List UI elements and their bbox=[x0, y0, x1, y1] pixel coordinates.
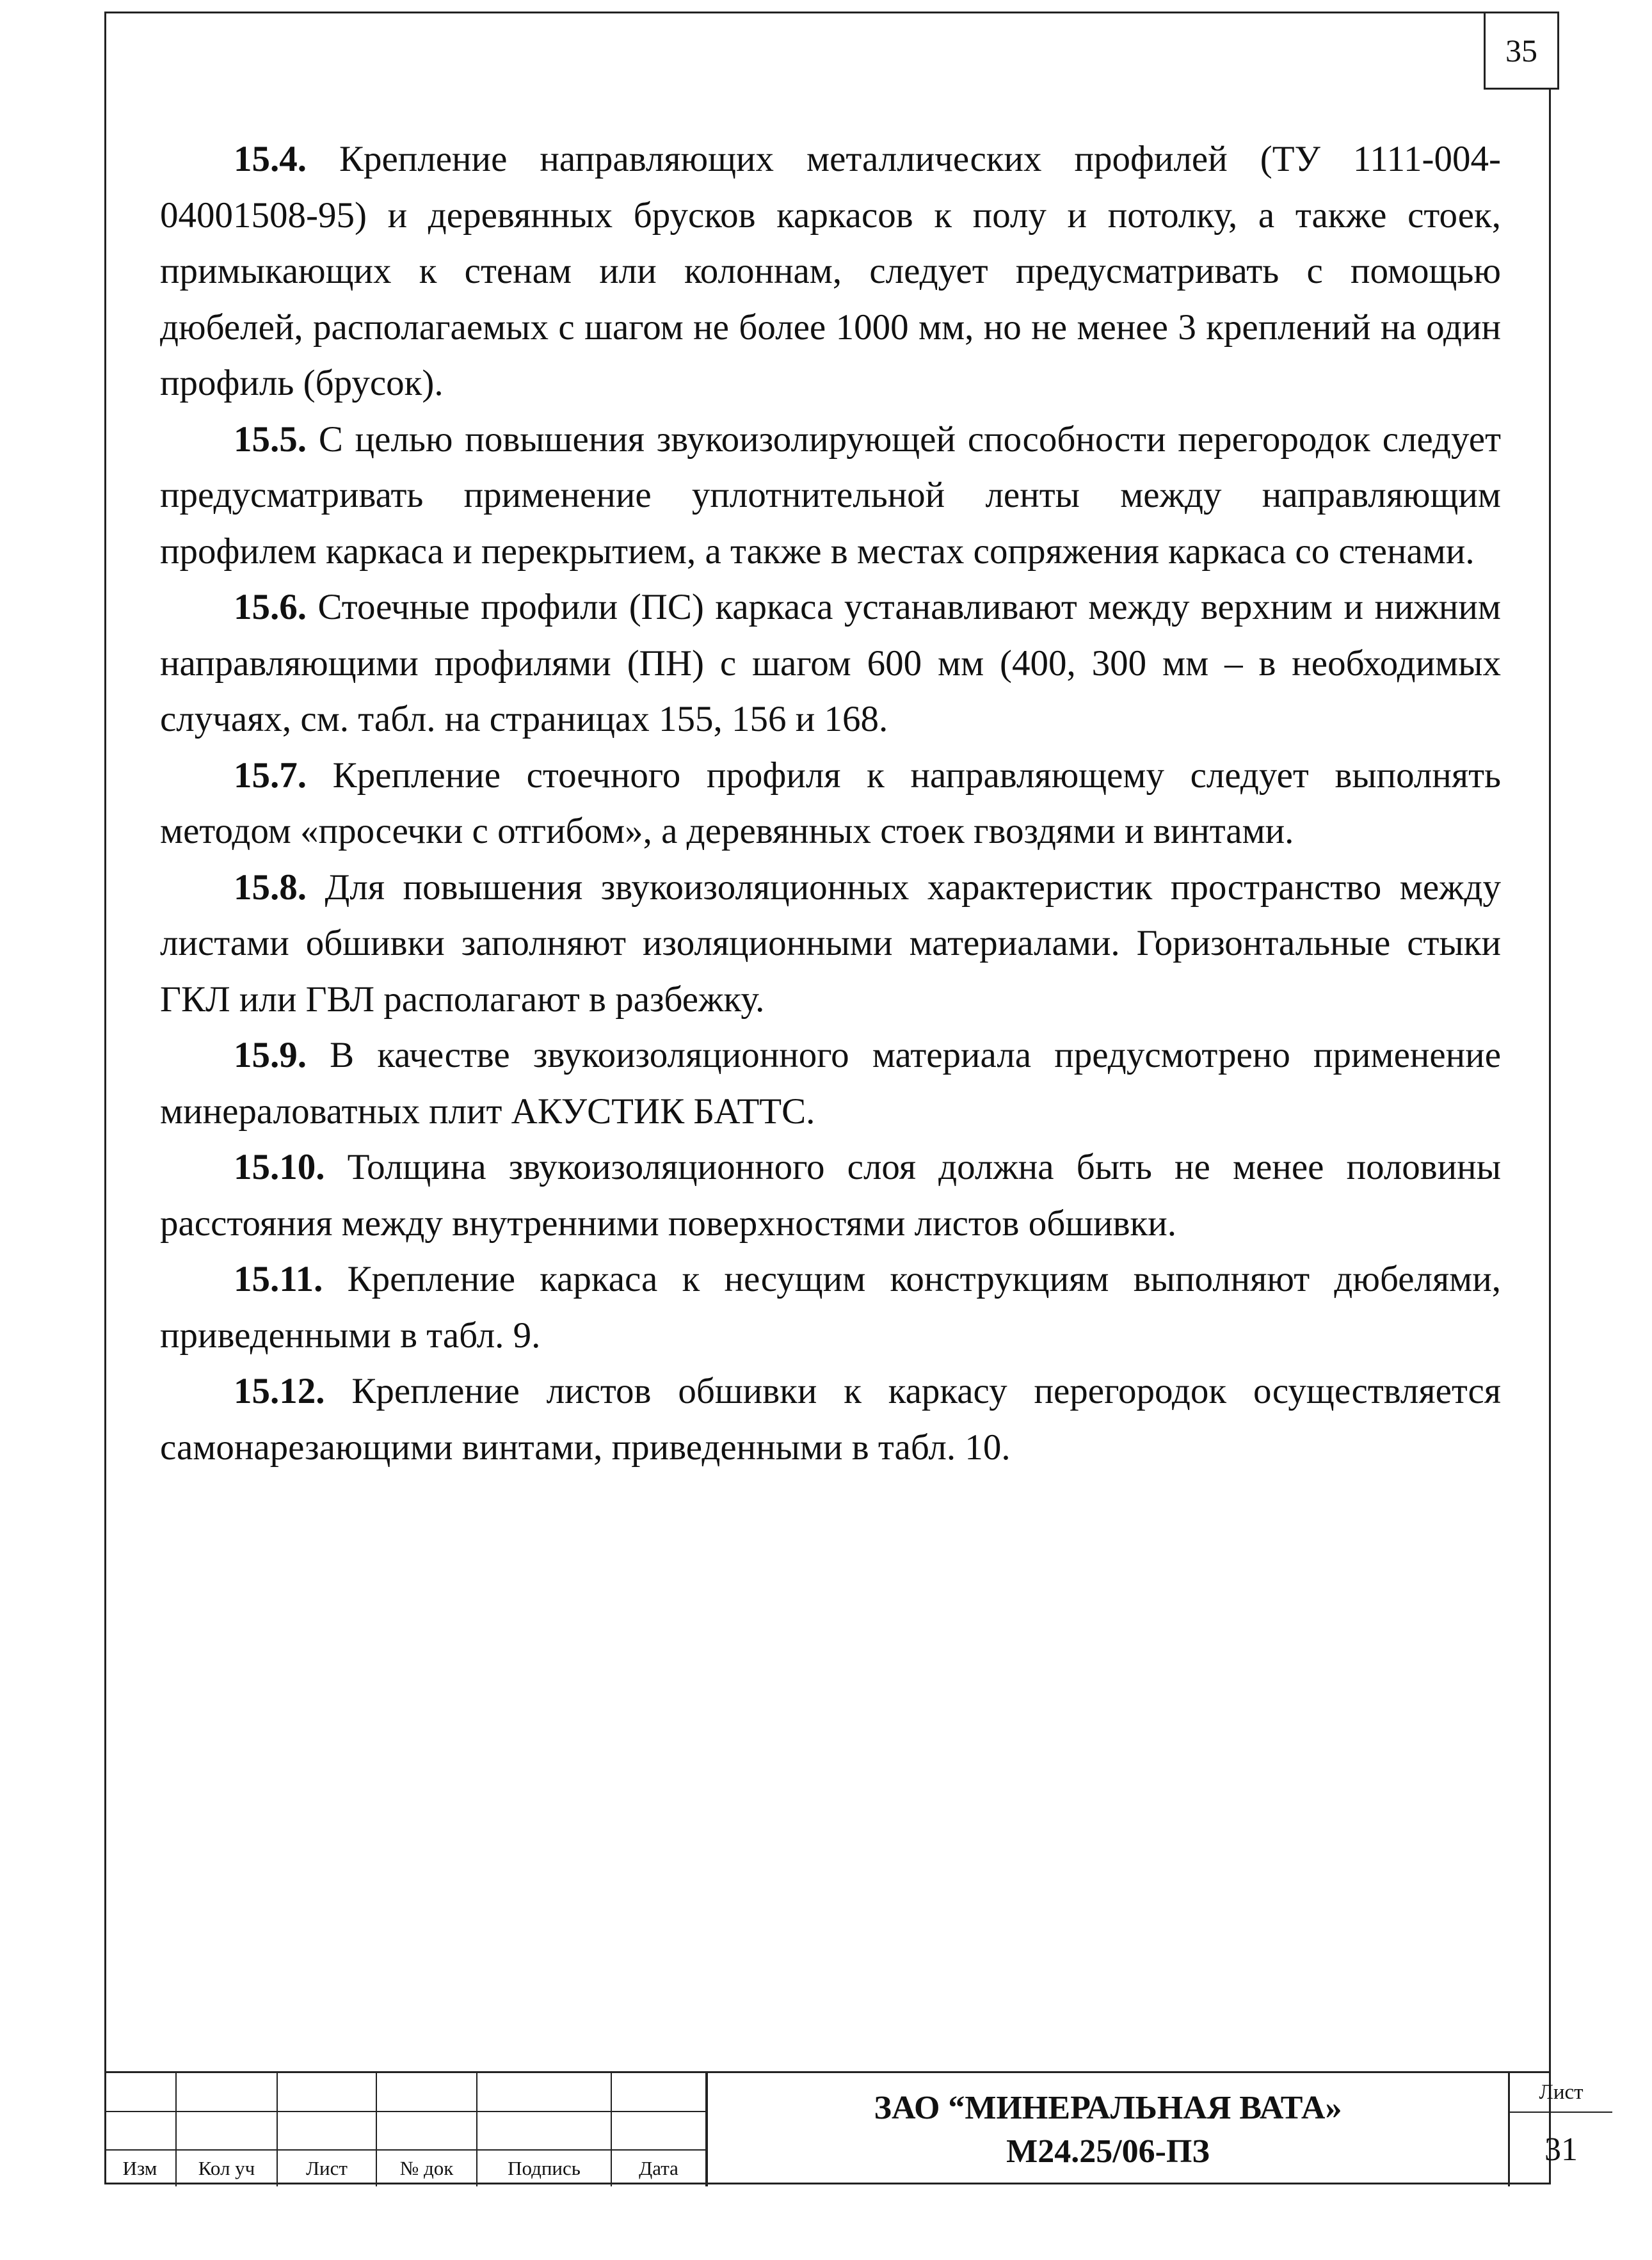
sheet-label: Лист bbox=[1510, 2073, 1612, 2113]
paragraph-text: Крепление каркаса к несущим конструкциям выполняют дюбелями, приведенными в табл. 9. bbox=[160, 1259, 1501, 1356]
paragraph-text: Крепление направляющих металлических профилей (ТУ 1111-004-04001508-95) и деревянных брусков каркасов к полу и потолку, а также стоек, примыкающих к стенам или колоннам, следует предусматривать с помощью дюбелей, располагаемых с шагом не более 1000 мм, но не менее 3 креплений на один профиль (брусок). bbox=[160, 139, 1501, 403]
paragraph bbox=[160, 131, 1501, 412]
paragraph-number: 15.7. bbox=[234, 755, 307, 796]
paragraph-text: Для повышения звукоизоляционных характеристик пространство между листами обшивки заполняют изоляционными материалами. Горизонтальные стыки ГКЛ или ГВЛ располагают в разбежку. bbox=[160, 867, 1501, 1020]
paragraph-text: Толщина звукоизоляционного слоя должна быть не менее половины расстояния между внутренними поверхностями листов обшивки. bbox=[160, 1147, 1501, 1244]
title-block-name bbox=[706, 2073, 1510, 2186]
column-header: Подпись bbox=[477, 2150, 611, 2186]
column-header: № док bbox=[376, 2150, 477, 2186]
page-number: 35 bbox=[1484, 12, 1559, 90]
paragraph-text: Крепление стоечного профиля к направляющему следует выполнять методом «просечки с отгибом», а деревянных стоек гвоздями и винтами. bbox=[160, 755, 1501, 851]
paragraph-text: С целью повышения звукоизолирующей способности перегородок следует предусматривать применение уплотнительной ленты между направляющим профилем каркаса и перекрытием, а также в местах сопряжения каркаса со стенами. bbox=[160, 419, 1501, 572]
column-header: Дата bbox=[611, 2150, 706, 2186]
paragraph bbox=[160, 860, 1501, 1028]
paragraph bbox=[160, 579, 1501, 748]
document-code: М24.25/06-ПЗ bbox=[1006, 2133, 1210, 2170]
paragraph-text: В качестве звукоизоляционного материала предусмотрено применение минераловатных плит АКУСТИК БАТТС. bbox=[160, 1035, 1501, 1132]
paragraph-number: 15.12. bbox=[234, 1371, 325, 1411]
paragraph-number: 15.8. bbox=[234, 867, 307, 908]
paragraph bbox=[160, 412, 1501, 580]
paragraph-number: 15.11. bbox=[234, 1259, 323, 1299]
paragraph bbox=[160, 1139, 1501, 1251]
paragraph bbox=[160, 748, 1501, 860]
paragraph-number: 15.6. bbox=[234, 587, 307, 627]
paragraph-text: Стоечные профили (ПС) каркаса устанавливают между верхним и нижним направляющими профилями (ПН) с шагом 600 мм (400, 300 мм – в необходимых случаях, см. табл. на страницах 155, 156 и 168. bbox=[160, 587, 1501, 739]
sheet-number: 31 bbox=[1544, 2131, 1578, 2168]
paragraph-number: 15.4. bbox=[234, 139, 307, 179]
document-body bbox=[160, 131, 1501, 1475]
paragraph-number: 15.5. bbox=[234, 419, 307, 460]
paragraph-number: 15.10. bbox=[234, 1147, 325, 1187]
paragraph-text: Крепление листов обшивки к каркасу перегородок осуществляется самонарезающими винтами, приведенными в табл. 10. bbox=[160, 1371, 1501, 1468]
paragraph bbox=[160, 1251, 1501, 1363]
organization-name: ЗАО “МИНЕРАЛЬНАЯ ВАТА» bbox=[874, 2089, 1342, 2126]
paragraph bbox=[160, 1027, 1501, 1139]
paragraph bbox=[160, 1363, 1501, 1475]
column-header: Лист bbox=[277, 2150, 376, 2186]
column-header: Кол уч bbox=[176, 2150, 277, 2186]
title-block bbox=[104, 2071, 1584, 2186]
paragraph-number: 15.9. bbox=[234, 1035, 307, 1075]
revision-table bbox=[104, 2073, 707, 2186]
column-header: Изм bbox=[104, 2150, 176, 2186]
